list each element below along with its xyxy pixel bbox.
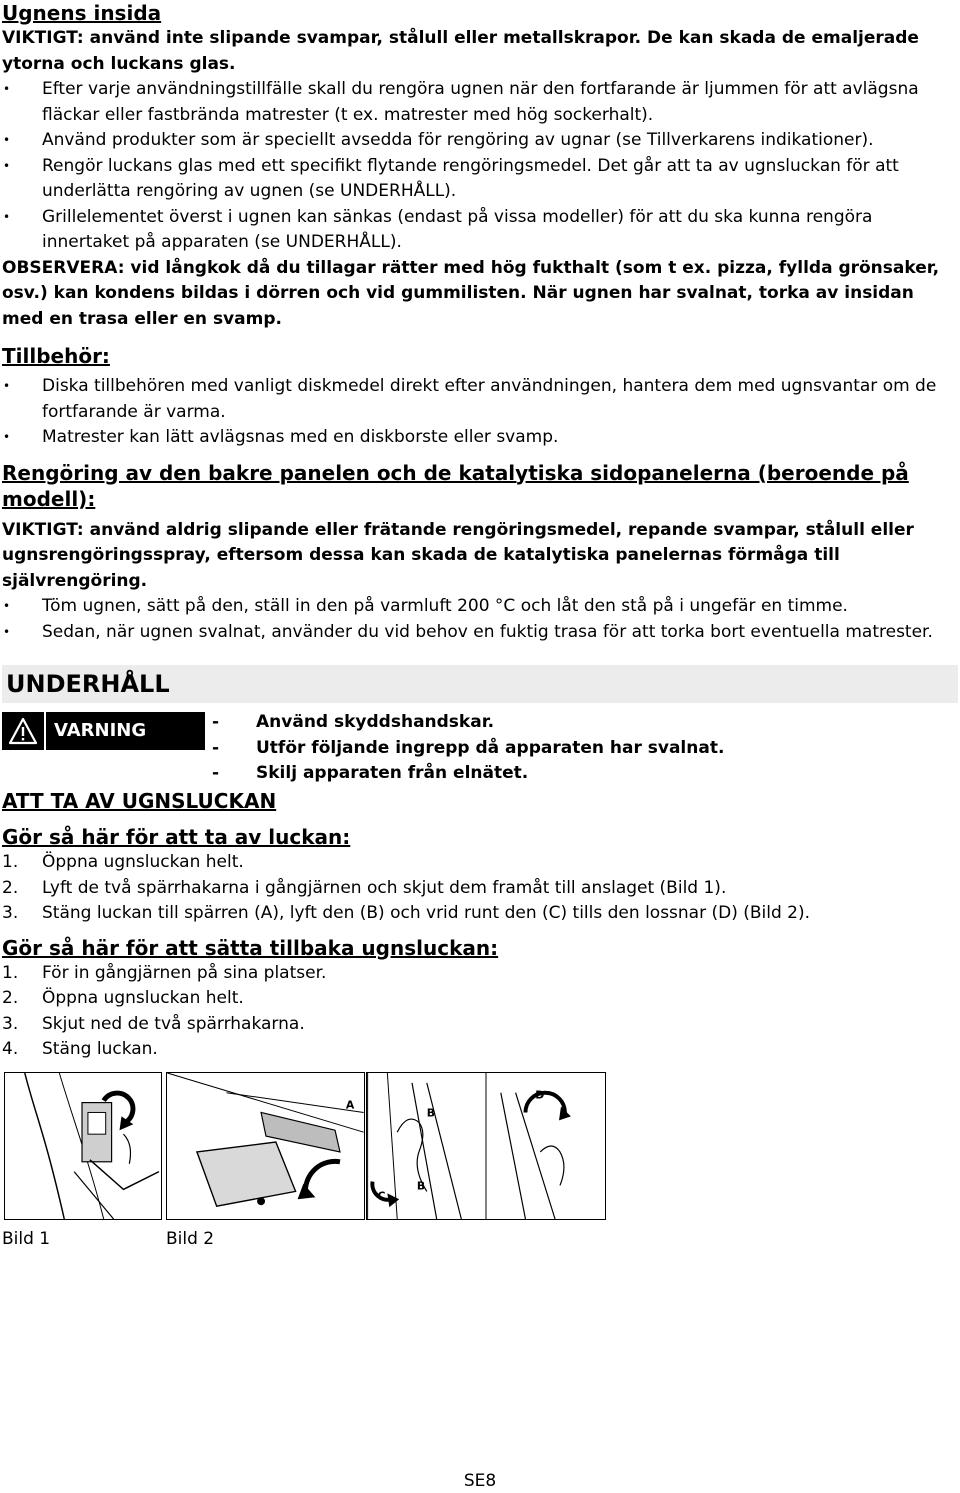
list-item: 2. Öppna ugnsluckan helt. [2,988,244,1008]
list-item: • Rengör luckans glas med ett specifikt flytande rengöringsmedel. Det går att ta av ugnsluckan för att underlätta rengöring av ugnen (se UNDERHÅLL). [2,154,952,205]
warning-label: VARNING [54,720,147,742]
maintenance-header: UNDERHÅLL [2,665,958,703]
list-item: 1. Öppna ugnsluckan helt. [2,852,244,872]
document-body [2,0,952,1249]
hinge-illustration [5,1073,161,1219]
list-item: • Matrester kan lätt avlägsnas med en diskborste eller svamp. [2,425,952,451]
page-number: SE8 [463,1471,497,1491]
list-item: • Grillelementet överst i ugnen kan sänkas (endast på vissa modeller) för att du ska kunna rengöra innertaket på apparaten (se UNDERHÅLL). [2,205,952,256]
condensation-note: OBSERVERA: vid långkok då du tillagar rätter med hög fukthalt (som t ex. pizza, fyllda grönsaker, osv.) kan kondens bildas i dörren och vid gummilisten. När ugnen har svalnat, torka av insidan med en trasa eller en svamp. [2,257,940,329]
remove-steps-title: Gör så här för att ta av luckan: [2,825,351,849]
list-item: 3. Stäng luckan till spärren (A), lyft den (B) och vrid runt den (C) tills den lossnar (D) (Bild 2). [2,903,811,923]
label-c: C [377,1188,386,1202]
list-item: 1. För in gångjärnen på sina platser. [2,962,327,983]
door-steps-illustration [345,1073,605,1219]
list-item: • Diska tillbehören med vanligt diskmedel direkt efter användningen, hantera dem med ugnsvantar om de fortfarande är varma. [2,374,952,425]
label-b-lower: B [416,1178,426,1192]
figures-row [2,1072,952,1249]
accessories-title: Tillbehör: [2,344,110,368]
warning-list [212,710,724,787]
refit-steps-list [2,961,952,1063]
list-item: - Skilj apparaten från elnätet. [212,763,529,783]
list-item: 3. Skjut ned de två spärrhakarna. [2,1013,305,1034]
list-item: 2. Lyft de två spärrhakarna i gångjärnen och skjut dem framåt till anslaget (Bild 1). [2,877,727,898]
label-a: A [345,1098,355,1112]
figure-1-hinge [4,1072,162,1220]
list-item: • Töm ugnen, sätt på den, ställ in den på varmluft 200 °C och låt den stå på i ungefär en timme. [2,594,952,620]
list-item: • Sedan, när ugnen svalnat, använder du vid behov en fuktig trasa för att torka bort eventuella matrester. [2,620,952,646]
warning-badge [2,712,205,750]
list-item: • Efter varje användningstillfälle skall du rengöra ugnen när den fortfarande är ljummen för att avlägsna fläckar eller fastbrända matrester (t ex. matrester med hög sockerhalt). [2,77,952,128]
list-item: - Använd skyddshandskar. [212,712,495,732]
warning-triangle-icon [2,712,46,750]
panels-important: VIKTIGT: använd aldrig slipande eller frätande rengöringsmedel, repande svampar, stålull eller ugnsrengöringsspray, eftersom dessa kan skada de katalytiska panelernas förmåga till självrengöring. [2,519,914,591]
label-b-upper: B [426,1105,436,1119]
panels-title: Rengöring av den bakre panelen och de katalytiska sidopanelerna (beroende på modell): [2,460,909,511]
list-item: - Utför följande ingrepp då apparaten har svalnat. [212,737,725,758]
list-item: 4. Stäng luckan. [2,1039,158,1059]
accessories-list [2,374,952,451]
oven-inside-important: VIKTIGT: använd inte slipande svampar, stålull eller metallskrapor. De kan skada de emaljerade ytorna och luckans glas. [2,28,919,74]
remove-door-title: ATT TA AV UGNSLUCKAN [2,789,277,813]
oven-inside-list [2,77,952,256]
figure-door-steps [345,1072,606,1220]
list-item: • Använd produkter som är speciellt avsedda för rengöring av ugnar (se Tillverkarens indikationer). [2,128,952,154]
oven-inside-title: Ugnens insida [2,1,162,25]
remove-steps-list [2,850,952,927]
label-d: D [535,1088,545,1102]
door-lift-illustration [167,1073,364,1219]
warning-block [2,710,952,788]
panels-list [2,594,952,645]
figure-2-door [166,1072,365,1220]
refit-steps-title: Gör så här för att sätta tillbaka ugnsluckan: [2,935,499,960]
figure-2-caption: Bild 2 [166,1228,215,1249]
figure-1-caption: Bild 1 [2,1228,51,1249]
